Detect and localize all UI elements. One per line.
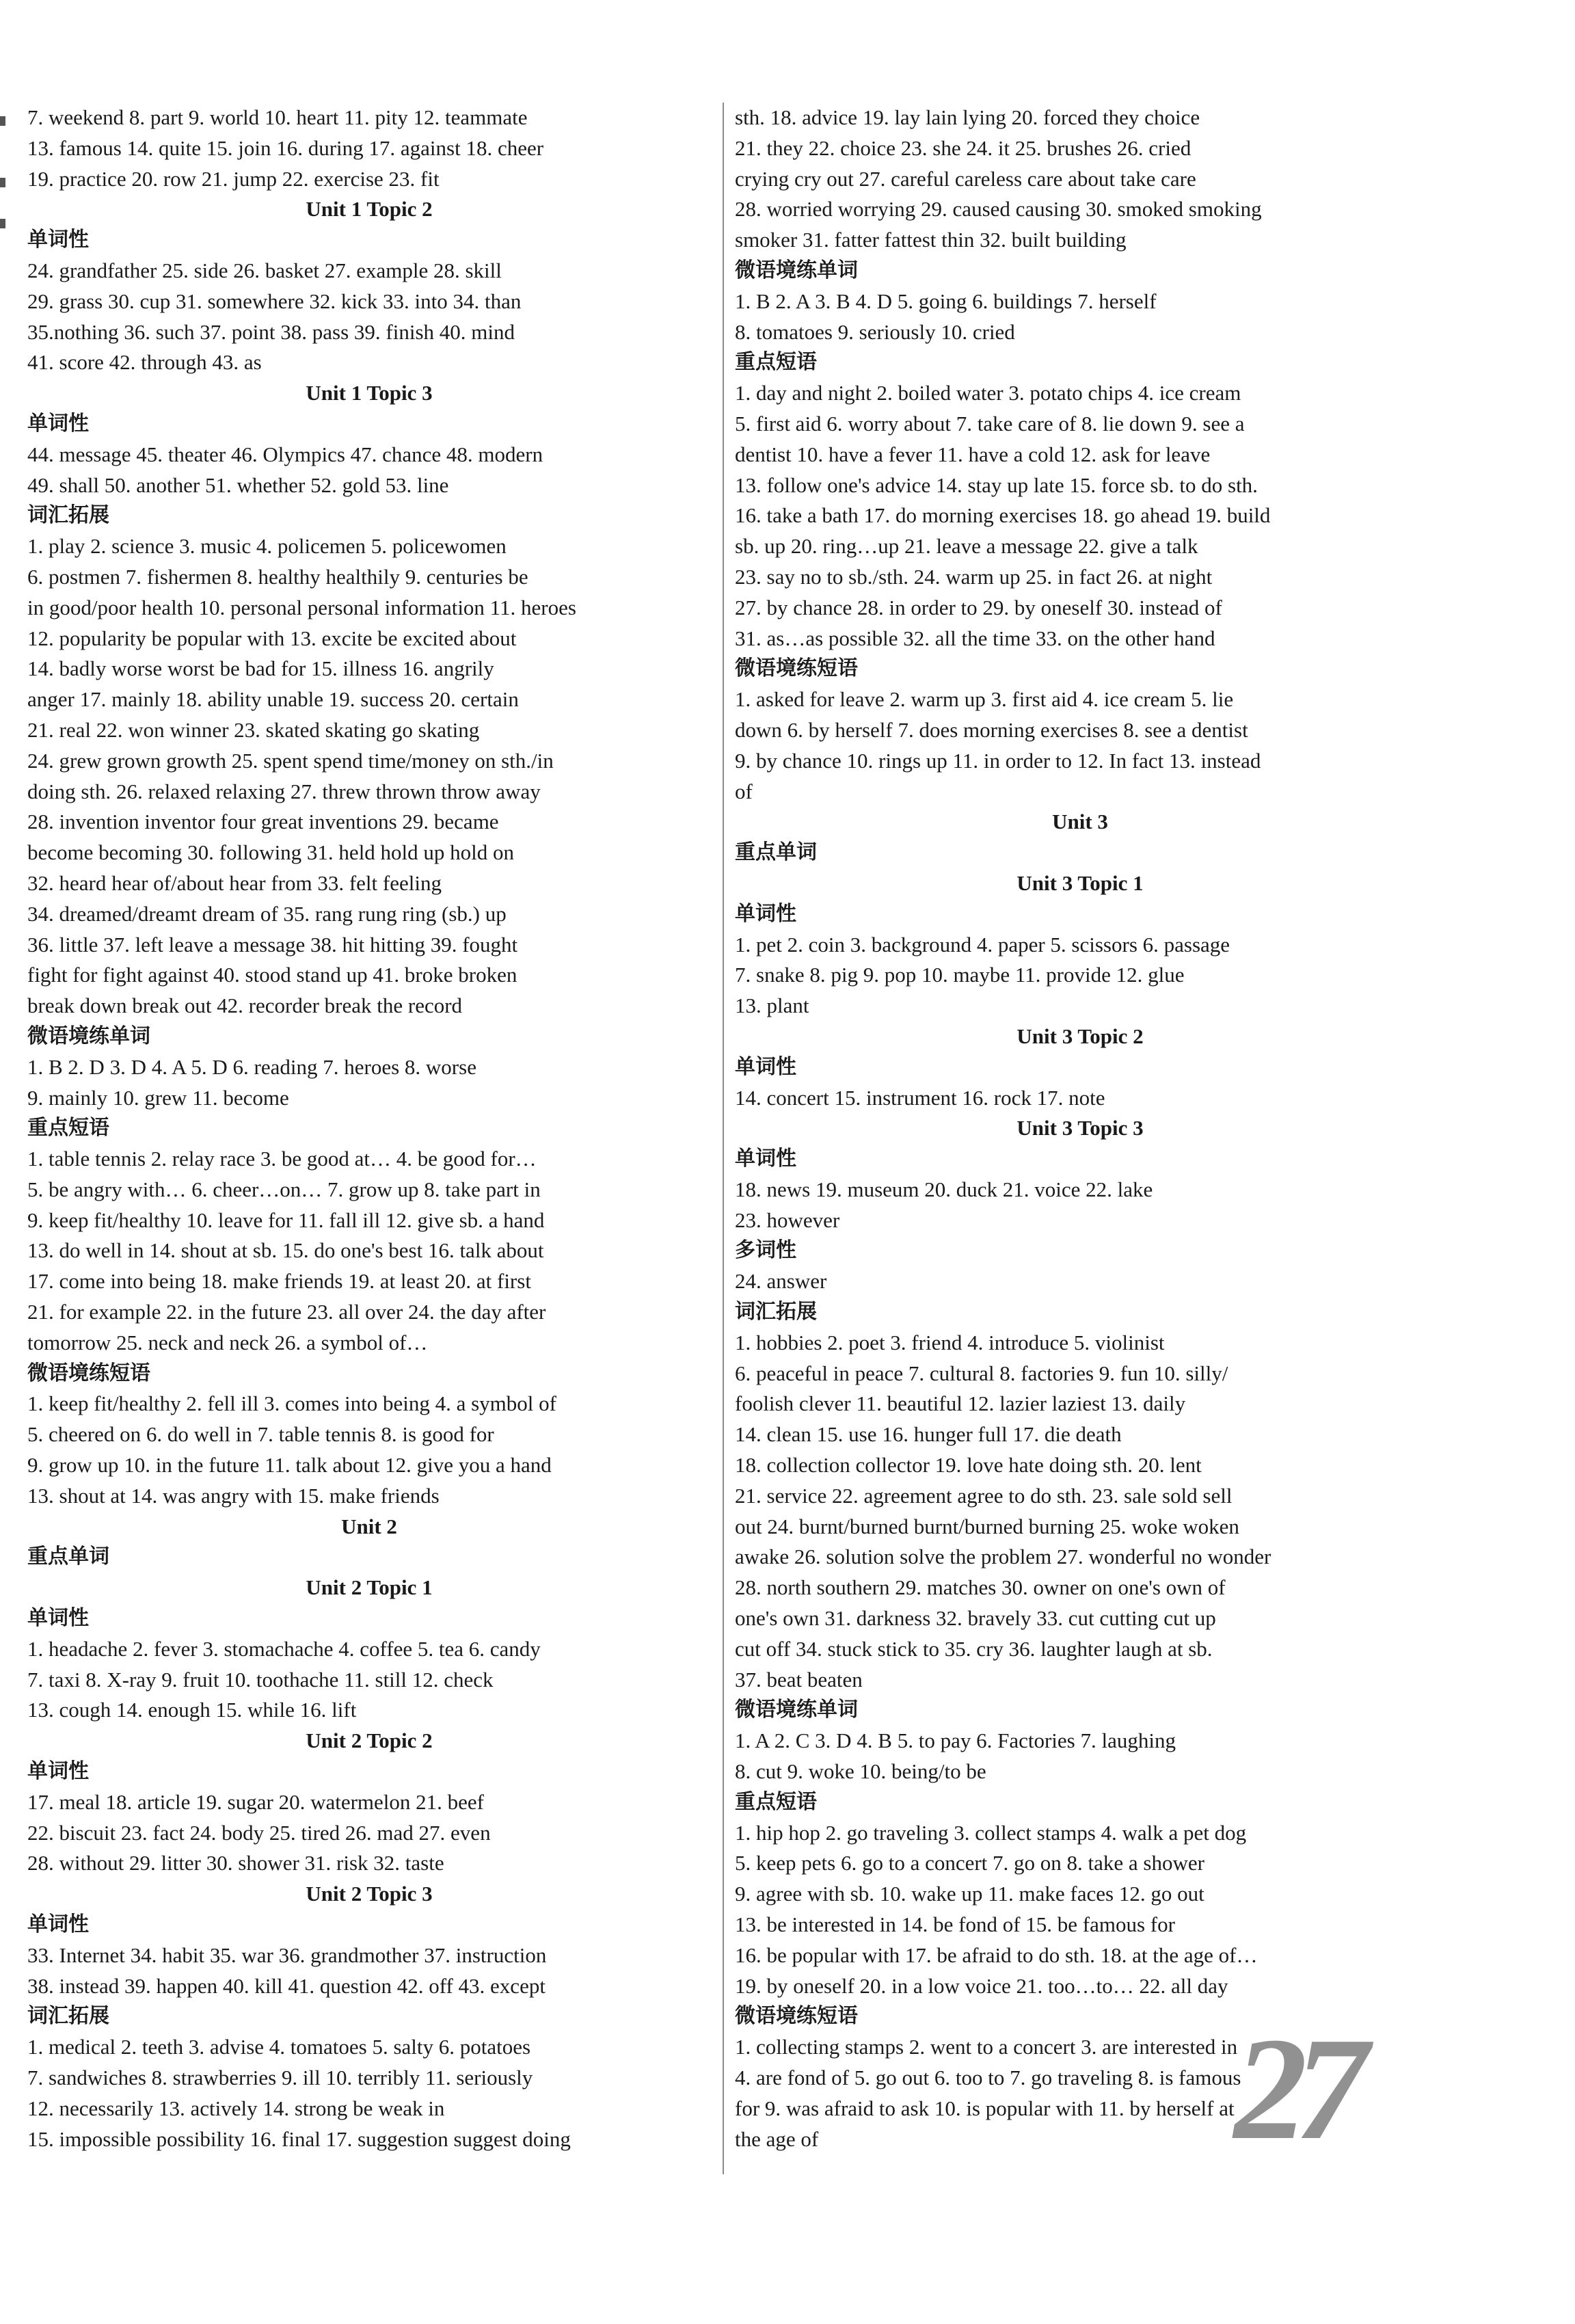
unit-topic-heading: Unit 3 Topic 1 [1017, 870, 1144, 895]
section-label: 重点单词 [735, 840, 817, 865]
answer-line: 36. little 37. left leave a message 38. hit hitting 39. fought [27, 932, 518, 957]
answer-line: 18. news 19. museum 20. duck 21. voice 22. lake [735, 1177, 1153, 1201]
answer-line: in good/poor health 10. personal personal information 11. heroes [27, 595, 576, 619]
unit-topic-heading: Unit 2 [341, 1514, 397, 1538]
unit-topic-heading: Unit 3 Topic 2 [1017, 1024, 1144, 1048]
answer-line: anger 17. mainly 18. ability unable 19. success 20. certain [27, 687, 519, 712]
right-column [735, 103, 1425, 2297]
answer-line: 13. famous 14. quite 15. join 16. during 17. against 18. cheer [27, 135, 544, 160]
answer-line: sth. 18. advice 19. lay lain lying 20. forced they choice [735, 105, 1200, 129]
answer-line: 13. follow one's advice 14. stay up late 15. force sb. to do sth. [735, 472, 1258, 497]
answer-line: 1. B 2. D 3. D 4. A 5. D 6. reading 7. heroes 8. worse [27, 1054, 476, 1079]
column-divider [723, 103, 724, 2174]
answer-line: 9. agree with sb. 10. wake up 11. make faces 12. go out [735, 1882, 1204, 1906]
section-label: 重点短语 [27, 1116, 109, 1140]
answer-line: 19. practice 20. row 21. jump 22. exercise 23. fit [27, 166, 440, 191]
section-label: 微语境练短语 [735, 2004, 858, 2029]
answer-line: 34. dreamed/dreamt dream of 35. rang rung ring (sb.) up [27, 901, 507, 926]
answer-line: 7. weekend 8. part 9. world 10. heart 11. pity 12. teammate [27, 105, 528, 129]
answer-line: 1. headache 2. fever 3. stomachache 4. coffee 5. tea 6. candy [27, 1636, 541, 1661]
answer-line: 22. biscuit 23. fact 24. body 25. tired 26. mad 27. even [27, 1820, 491, 1845]
answer-line: 1. day and night 2. boiled water 3. potato chips 4. ice cream [735, 381, 1241, 405]
answer-line: tomorrow 25. neck and neck 26. a symbol of… [27, 1330, 428, 1354]
answer-line: 8. tomatoes 9. seriously 10. cried [735, 319, 1015, 344]
answer-line: foolish clever 11. beautiful 12. lazier laziest 13. daily [735, 1391, 1186, 1416]
answer-line: 1. B 2. A 3. B 4. D 5. going 6. buildings 7. herself [735, 289, 1157, 313]
answer-line: 13. be interested in 14. be fond of 15. be famous for [735, 1912, 1175, 1937]
answer-line: become becoming 30. following 31. held hold up hold on [27, 840, 515, 865]
answer-line: 24. answer [735, 1269, 827, 1294]
answer-line: 15. impossible possibility 16. final 17. suggestion suggest doing [27, 2126, 571, 2151]
unit-topic-heading: Unit 2 Topic 3 [306, 1882, 433, 1906]
answer-line: 5. cheered on 6. do well in 7. table tennis 8. is good for [27, 1422, 494, 1447]
answer-line: 1. asked for leave 2. warm up 3. first aid 4. ice cream 5. lie [735, 687, 1234, 712]
answer-line: 44. message 45. theater 46. Olympics 47. chance 48. modern [27, 442, 543, 466]
answer-line: 5. keep pets 6. go to a concert 7. go on 8. take a shower [735, 1851, 1204, 1875]
answer-line: 6. peaceful in peace 7. cultural 8. factories 9. fun 10. silly/ [735, 1361, 1228, 1385]
section-label: 微语境练短语 [735, 656, 858, 681]
page-number: 27 [1234, 2007, 1356, 2170]
answer-line: 1. table tennis 2. relay race 3. be good at… 4. be good for… [27, 1147, 537, 1171]
answer-line: 17. meal 18. article 19. sugar 20. watermelon 21. beef [27, 1789, 484, 1814]
answer-line: 13. do well in 14. shout at sb. 15. do one's best 16. talk about [27, 1238, 544, 1263]
answer-line: 5. first aid 6. worry about 7. take care of 8. lie down 9. see a [735, 411, 1245, 436]
answer-line: 29. grass 30. cup 31. somewhere 32. kick 33. into 34. than [27, 289, 522, 313]
answer-line: 41. score 42. through 43. as [27, 350, 262, 375]
answer-line: 14. concert 15. instrument 16. rock 17. note [735, 1085, 1105, 1110]
answer-line: 14. clean 15. use 16. hunger full 17. die death [735, 1422, 1122, 1447]
answer-line: 1. medical 2. teeth 3. advise 4. tomatoes 5. salty 6. potatoes [27, 2035, 531, 2059]
binding-mark [0, 178, 5, 187]
answer-line: 4. are fond of 5. go out 6. too to 7. go traveling 8. is famous [735, 2066, 1241, 2089]
section-label: 多词性 [735, 1238, 796, 1263]
answer-line: 16. take a bath 17. do morning exercises 18. go ahead 19. build [735, 503, 1271, 528]
section-label: 词汇拓展 [27, 503, 109, 528]
section-label: 微语境练单词 [735, 1698, 858, 1722]
answer-line: 49. shall 50. another 51. whether 52. gold 53. line [27, 472, 449, 497]
answer-line: 7. snake 8. pig 9. pop 10. maybe 11. provide 12. glue [735, 963, 1185, 987]
answer-line: 32. heard hear of/about hear from 33. felt feeling [27, 870, 442, 895]
answer-line: dentist 10. have a fever 11. have a cold 12. ask for leave [735, 442, 1211, 466]
answer-line: 6. postmen 7. fishermen 8. healthy healthily 9. centuries be [27, 564, 528, 589]
answer-line: 9. mainly 10. grew 11. become [27, 1085, 289, 1110]
answer-line: 23. say no to sb./sth. 24. warm up 25. in fact 26. at night [735, 564, 1213, 589]
answer-line: 1. keep fit/healthy 2. fell ill 3. comes into being 4. a symbol of [27, 1391, 556, 1416]
answer-line: 16. be popular with 17. be afraid to do sth. 18. at the age of… [735, 1942, 1258, 1967]
answer-line: 21. for example 22. in the future 23. all over 24. the day after [27, 1300, 546, 1324]
unit-topic-heading: Unit 3 [1052, 810, 1108, 834]
answer-line: smoker 31. fatter fattest thin 32. built building [735, 228, 1127, 252]
answer-line: 12. popularity be popular with 13. excite be excited about [27, 626, 517, 650]
unit-topic-heading: Unit 2 Topic 1 [306, 1575, 433, 1600]
binding-mark [0, 219, 5, 228]
answer-line: 14. badly worse worst be bad for 15. illness 16. angrily [27, 656, 494, 681]
answer-line: 33. Internet 34. habit 35. war 36. grandmother 37. instruction [27, 1942, 547, 1967]
unit-topic-heading: Unit 2 Topic 2 [306, 1728, 433, 1753]
answer-line: 28. without 29. litter 30. shower 31. risk 32. taste [27, 1851, 444, 1875]
answer-line: 21. they 22. choice 23. she 24. it 25. brushes 26. cried [735, 135, 1192, 160]
section-label: 单词性 [27, 1606, 89, 1631]
left-column [27, 103, 711, 2297]
answer-line: 24. grew grown growth 25. spent spend time/money on sth./in [27, 748, 554, 773]
answer-line: 1. hip hop 2. go traveling 3. collect stamps 4. walk a pet dog [735, 1820, 1247, 1845]
section-label: 重点单词 [27, 1545, 109, 1569]
answer-line: 7. taxi 8. X-ray 9. fruit 10. toothache 11. still 12. check [27, 1667, 494, 1692]
answer-line: 28. north southern 29. matches 30. owner on one's own of [735, 1575, 1226, 1600]
section-label: 单词性 [27, 1912, 89, 1937]
answer-line: 13. cough 14. enough 15. while 16. lift [27, 1698, 357, 1722]
answer-line: 13. shout at 14. was angry with 15. make friends [27, 1483, 440, 1508]
answer-line: doing sth. 26. relaxed relaxing 27. threw thrown throw away [27, 779, 541, 803]
answer-line: down 6. by herself 7. does morning exercises 8. see a dentist [735, 717, 1248, 742]
answer-line: 18. collection collector 19. love hate doing sth. 20. lent [735, 1453, 1202, 1478]
answer-line: sb. up 20. ring…up 21. leave a message 22. give a talk [735, 534, 1198, 559]
answer-line: for 9. was afraid to ask 10. is popular with 11. by herself at [735, 2096, 1235, 2120]
answer-line: 1. A 2. C 3. D 4. B 5. to pay 6. Factories 7. laughing [735, 1728, 1176, 1753]
answer-line: 8. cut 9. woke 10. being/to be [735, 1759, 986, 1784]
answer-line: 31. as…as possible 32. all the time 33. on the other hand [735, 626, 1215, 650]
answer-line: 27. by chance 28. in order to 29. by oneself 30. instead of [735, 595, 1222, 619]
answer-line: 37. beat beaten [735, 1667, 863, 1692]
section-label: 单词性 [735, 1054, 796, 1079]
answer-line: out 24. burnt/burned burnt/burned burning 25. woke woken [735, 1514, 1239, 1538]
answer-line: 9. keep fit/healthy 10. leave for 11. fall ill 12. give sb. a hand [27, 1207, 545, 1232]
answer-line: 1. collecting stamps 2. went to a concert 3. are interested in [735, 2035, 1238, 2059]
answer-line: 19. by oneself 20. in a low voice 21. too…to… 22. all day [735, 1973, 1228, 1998]
answer-line: 5. be angry with… 6. cheer…on… 7. grow up 8. take part in [27, 1177, 541, 1201]
section-label: 单词性 [735, 901, 796, 926]
section-label: 单词性 [27, 1759, 89, 1784]
answer-line: 1. pet 2. coin 3. background 4. paper 5. scissors 6. passage [735, 932, 1230, 957]
answer-line: one's own 31. darkness 32. bravely 33. cut cutting cut up [735, 1606, 1216, 1631]
answer-line: 24. grandfather 25. side 26. basket 27. example 28. skill [27, 258, 502, 282]
answer-line: break down break out 42. recorder break the record [27, 993, 463, 1018]
answer-line: awake 26. solution solve the problem 27. wonderful no wonder [735, 1545, 1271, 1569]
answer-line: 9. grow up 10. in the future 11. talk about 12. give you a hand [27, 1453, 552, 1478]
section-label: 单词性 [735, 1147, 796, 1171]
answer-line: 35.nothing 36. such 37. point 38. pass 39. finish 40. mind [27, 319, 515, 344]
answer-line: 23. however [735, 1207, 840, 1232]
section-label: 词汇拓展 [735, 1300, 817, 1324]
section-label: 单词性 [27, 411, 89, 436]
answer-line: the age of [735, 2126, 819, 2151]
section-label: 词汇拓展 [27, 2004, 109, 2029]
answer-line: 1. hobbies 2. poet 3. friend 4. introduce 5. violinist [735, 1330, 1165, 1354]
answer-line: of [735, 779, 753, 803]
answer-line: 28. invention inventor four great inventions 29. became [27, 810, 499, 834]
answer-line: 38. instead 39. happen 40. kill 41. question 42. off 43. except [27, 1973, 546, 1998]
section-label: 重点短语 [735, 1789, 817, 1814]
answer-line: 7. sandwiches 8. strawberries 9. ill 10. terribly 11. seriously [27, 2066, 533, 2089]
binding-mark [0, 116, 5, 126]
section-label: 重点短语 [735, 350, 817, 375]
answer-line: cut off 34. stuck stick to 35. cry 36. laughter laugh at sb. [735, 1636, 1213, 1661]
unit-topic-heading: Unit 3 Topic 3 [1017, 1116, 1144, 1140]
section-label: 微语境练单词 [735, 258, 858, 282]
answer-line: 21. service 22. agreement agree to do sth. 23. sale sold sell [735, 1483, 1233, 1508]
answer-line: 21. real 22. won winner 23. skated skating go skating [27, 717, 480, 742]
section-label: 微语境练短语 [27, 1361, 150, 1385]
section-label: 单词性 [27, 228, 89, 252]
answer-line: crying cry out 27. careful careless care about take care [735, 166, 1196, 191]
answer-line: fight for fight against 40. stood stand up 41. broke broken [27, 963, 517, 987]
unit-topic-heading: Unit 1 Topic 2 [306, 197, 433, 222]
answer-line: 12. necessarily 13. actively 14. strong be weak in [27, 2096, 445, 2120]
unit-topic-heading: Unit 1 Topic 3 [306, 381, 433, 405]
answer-line: 1. play 2. science 3. music 4. policemen 5. policewomen [27, 534, 507, 559]
answer-line: 13. plant [735, 993, 809, 1018]
section-label: 微语境练单词 [27, 1024, 150, 1048]
answer-line: 17. come into being 18. make friends 19. at least 20. at first [27, 1269, 531, 1294]
answer-line: 28. worried worrying 29. caused causing 30. smoked smoking [735, 197, 1262, 222]
answer-line: 9. by chance 10. rings up 11. in order to 12. In fact 13. instead [735, 748, 1261, 773]
